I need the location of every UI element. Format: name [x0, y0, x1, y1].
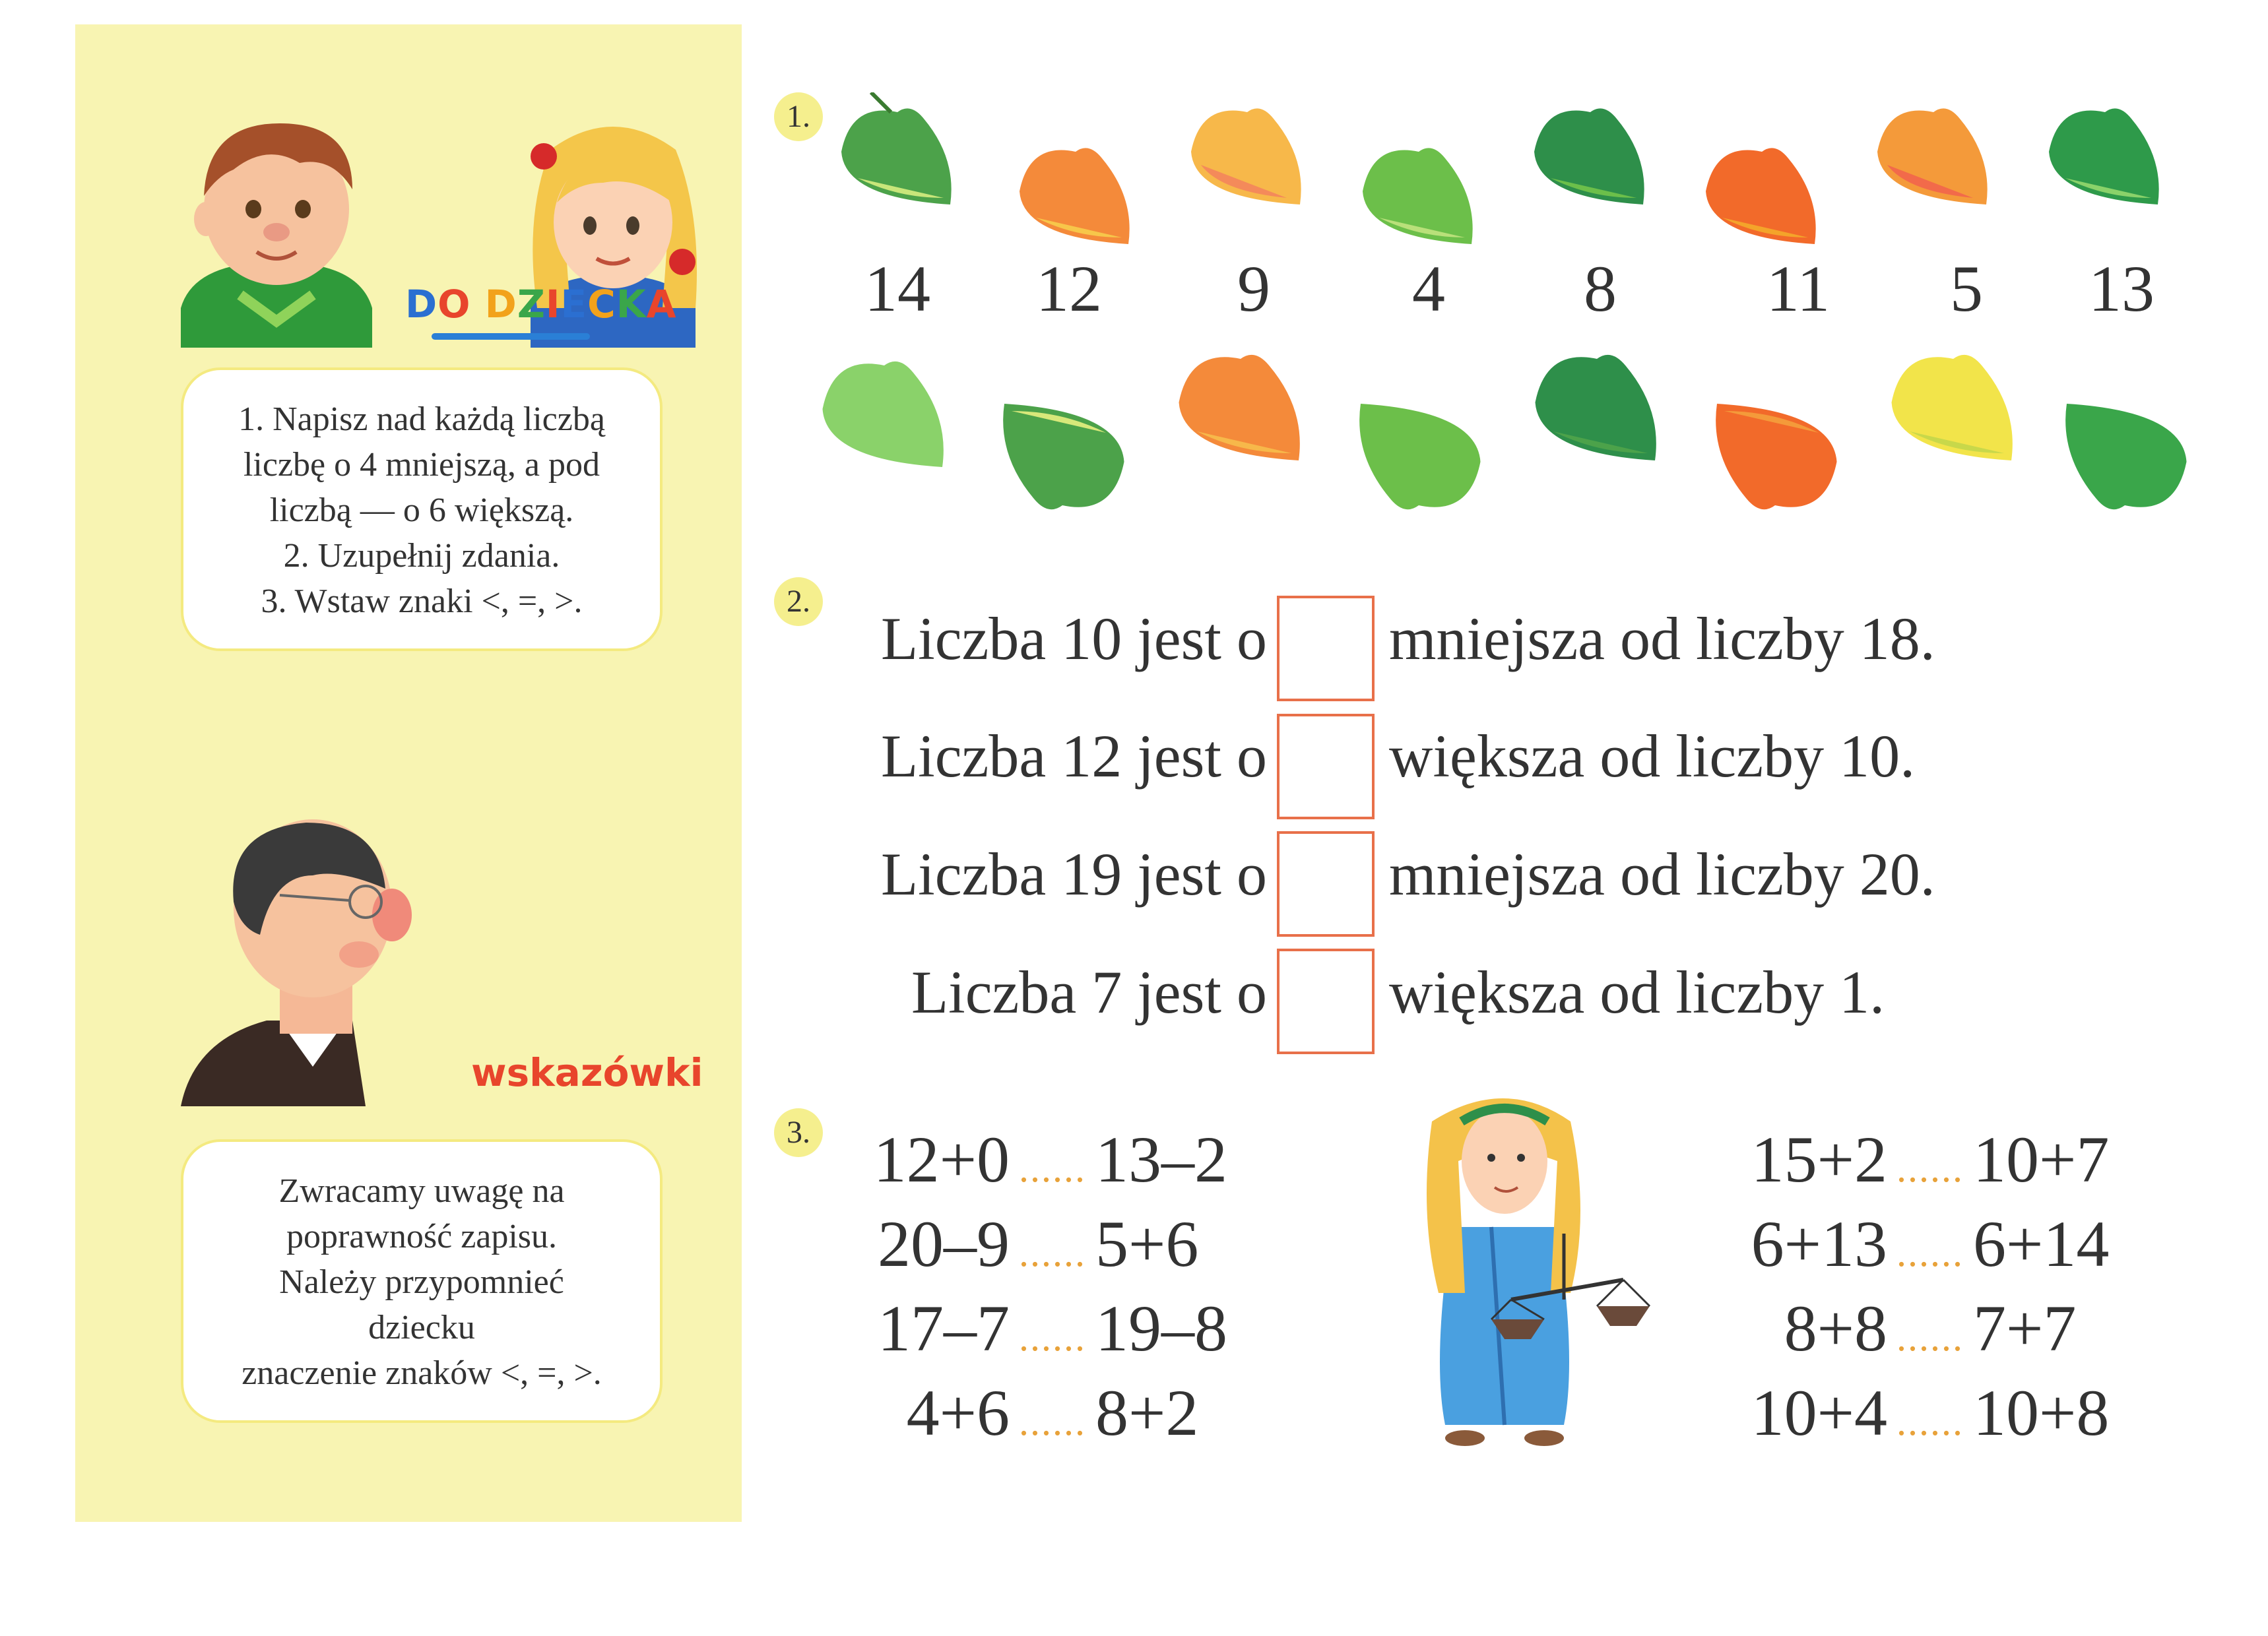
- title-letter: K: [616, 282, 647, 327]
- comparison-row: [845, 1121, 1260, 1197]
- task1-number: 13: [2089, 252, 2155, 325]
- dots-blank[interactable]: ......: [1896, 1231, 1964, 1274]
- task1-number: 14: [864, 252, 930, 325]
- do-dziecka-title: [405, 282, 677, 327]
- expr-right: 10+7: [1973, 1123, 2110, 1196]
- sentence-right: większa od liczby 1.: [1389, 959, 1885, 1026]
- dots-blank[interactable]: ......: [1019, 1400, 1086, 1443]
- instruction-line: liczbą — o 6 większą.: [269, 491, 574, 529]
- sentence-left: Liczba 12 jest o: [880, 722, 1267, 790]
- sentence-right: mniejsza od liczby 18.: [1389, 605, 1935, 672]
- title-letter: E: [560, 282, 588, 327]
- dots-blank[interactable]: ......: [1019, 1147, 1086, 1190]
- title-letter: D: [405, 282, 438, 327]
- task1-number: 12: [1036, 252, 1102, 325]
- hints-box: [181, 1139, 663, 1423]
- answer-box[interactable]: [1277, 714, 1375, 819]
- hints-label: wskazówki: [471, 1050, 703, 1095]
- expr-left: 17–7: [878, 1292, 1010, 1365]
- expr-right: 7+7: [1973, 1292, 2077, 1365]
- answer-box[interactable]: [1277, 596, 1375, 701]
- dots-blank[interactable]: ......: [1896, 1400, 1964, 1443]
- expr-right: 19–8: [1095, 1292, 1227, 1365]
- instructions-box: [181, 367, 663, 651]
- title-letter: Z: [517, 282, 546, 327]
- dots-blank[interactable]: ......: [1896, 1147, 1964, 1190]
- comparison-row: [1709, 1121, 2151, 1197]
- task1-number: 11: [1766, 252, 1831, 325]
- hint-line: znaczenie znaków <, =, >.: [242, 1354, 602, 1392]
- expr-right: 10+8: [1973, 1376, 2110, 1449]
- title-letter: C: [587, 282, 616, 327]
- title-letter: I: [545, 282, 561, 327]
- task1-number: 8: [1584, 252, 1617, 325]
- sentence-left: Liczba 19 jest o: [880, 840, 1267, 908]
- expr-right: 5+6: [1095, 1207, 1199, 1280]
- boy-illustration: [168, 97, 385, 348]
- instruction-line: liczbę o 4 mniejszą, a pod: [243, 446, 600, 484]
- expr-left: 8+8: [1784, 1292, 1887, 1365]
- task2-badge: 2.: [774, 577, 823, 626]
- title-letter: O: [437, 282, 471, 327]
- justice-illustration: [1392, 1082, 1656, 1451]
- title-letter: A: [646, 282, 677, 327]
- sentence-left: Liczba 10 jest o: [880, 605, 1267, 672]
- comparison-row: [1709, 1290, 2151, 1366]
- expr-left: 15+2: [1751, 1123, 1887, 1196]
- expr-left: 6+13: [1751, 1207, 1887, 1280]
- expr-right: 8+2: [1095, 1376, 1199, 1449]
- expr-right: 13–2: [1095, 1123, 1227, 1196]
- task3-badge: 3.: [774, 1108, 823, 1157]
- sentence-left: Liczba 7 jest o: [911, 959, 1267, 1026]
- expr-left: 20–9: [878, 1207, 1010, 1280]
- answer-box[interactable]: [1277, 831, 1375, 937]
- instruction-line: 3. Wstaw znaki <, =, >.: [261, 582, 583, 620]
- comparison-row: [845, 1375, 1260, 1451]
- sentence-right: większa od liczby 10.: [1389, 722, 1916, 790]
- hint-line: poprawność zapisu.: [286, 1218, 558, 1255]
- hint-line: Należy przypomnieć: [279, 1263, 564, 1301]
- hint-line: Zwracamy uwagę na: [278, 1172, 565, 1210]
- dots-blank[interactable]: ......: [1019, 1315, 1086, 1359]
- sidebar-panel: [75, 24, 742, 1522]
- dots-blank[interactable]: ......: [1896, 1315, 1964, 1359]
- expr-left: 4+6: [906, 1376, 1010, 1449]
- instruction-line: 2. Uzupełnij zdania.: [283, 537, 560, 575]
- task1-number: 9: [1237, 252, 1270, 325]
- sentence-right: mniejsza od liczby 20.: [1389, 840, 1935, 908]
- comparison-row: [845, 1206, 1260, 1282]
- comparison-row: [1709, 1375, 2151, 1451]
- hint-line: dziecku: [368, 1309, 475, 1346]
- task1-number: 4: [1412, 252, 1445, 325]
- expr-right: 6+14: [1973, 1207, 2110, 1280]
- comparison-row: [1709, 1206, 2151, 1282]
- dots-blank[interactable]: ......: [1019, 1231, 1086, 1274]
- teacher-illustration: [181, 803, 465, 1106]
- title-underline: [432, 333, 590, 340]
- task1-badge: 1.: [774, 92, 823, 141]
- expr-left: 12+0: [873, 1123, 1010, 1196]
- task1-number: 5: [1950, 252, 1983, 325]
- comparison-row: [845, 1290, 1260, 1366]
- instruction-line: 1. Napisz nad każdą liczbą: [238, 400, 605, 438]
- title-letter: [470, 282, 484, 327]
- expr-left: 10+4: [1751, 1376, 1887, 1449]
- answer-box[interactable]: [1277, 949, 1375, 1054]
- title-letter: D: [484, 282, 517, 327]
